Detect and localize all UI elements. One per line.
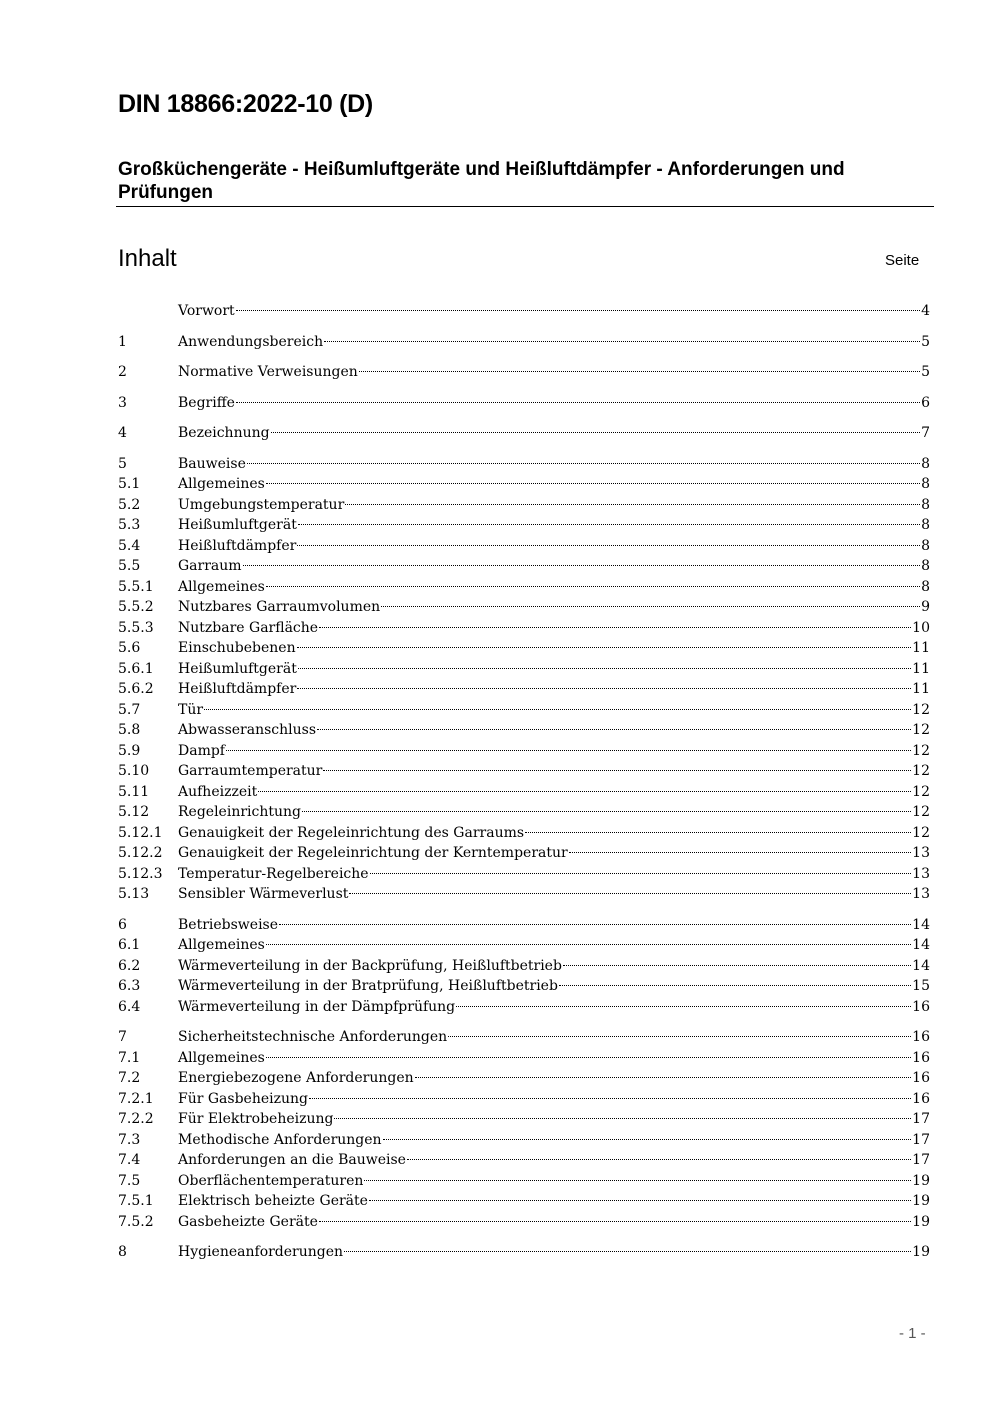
toc-entry-number: 5.3	[118, 517, 141, 533]
toc-entry[interactable]	[118, 1150, 930, 1171]
toc-entry[interactable]	[118, 1212, 930, 1233]
toc-dot-leader	[236, 402, 920, 403]
toc-entry-page: 19	[912, 1193, 930, 1209]
toc-entry-number: 6.4	[118, 998, 141, 1015]
toc-entry-page: 12	[912, 701, 930, 718]
toc-entry[interactable]	[118, 618, 930, 639]
toc-entry[interactable]	[118, 556, 930, 577]
toc-entry-title[interactable]: Elektrisch beheizte Geräte	[178, 1193, 368, 1209]
toc-entry-number: 5.7	[118, 701, 141, 718]
toc-entry-number: 7.5.1	[118, 1193, 154, 1209]
toc-entry-title[interactable]: Regeleinrichtung	[178, 804, 301, 820]
toc-entry-title[interactable]: Aufheizzeit	[178, 783, 258, 800]
toc-entry-number: 5.1	[118, 476, 141, 492]
toc-entry-page: 11	[912, 681, 930, 697]
toc-entry-title[interactable]: Heißumluftgerät	[178, 517, 297, 533]
toc-entry-number: 5.12	[118, 804, 150, 820]
toc-entry[interactable]	[118, 495, 930, 516]
toc-entry-page: 16	[912, 998, 930, 1015]
toc-entry-title[interactable]: Einschubebenen	[178, 640, 296, 656]
toc-entry[interactable]	[118, 843, 930, 864]
toc-entry-number: 5.9	[118, 742, 141, 759]
toc-dot-leader	[345, 504, 920, 505]
toc-entry-number: 5.5	[118, 558, 141, 574]
toc-dot-leader	[319, 1221, 911, 1222]
toc-entry-number: 5	[118, 455, 127, 472]
toc-dot-leader	[359, 371, 920, 372]
toc-entry-title[interactable]: Methodische Anforderungen	[178, 1131, 382, 1148]
toc-dot-leader	[266, 944, 911, 945]
toc-entry-page: 8	[921, 558, 930, 574]
toc-entry-page: 16	[912, 1090, 930, 1107]
toc-entry-number: 2	[118, 364, 127, 380]
toc-entry-page: 17	[912, 1111, 930, 1127]
toc-dot-leader	[364, 1180, 911, 1181]
toc-entry-title[interactable]: Gasbeheizte Geräte	[178, 1213, 318, 1230]
toc-entry-title[interactable]: Nutzbares Garraumvolumen	[178, 599, 381, 615]
toc-entry-page: 19	[912, 1244, 930, 1260]
toc-entry-title[interactable]: Heißluftdämpfer	[178, 537, 297, 554]
toc-entry-number: 7.3	[118, 1131, 141, 1148]
toc-entry-number: 7.5	[118, 1172, 141, 1189]
document-title: Großküchengeräte - Heißumluftgeräte und Heißluftdämpfer - Anforderungen und Prüfungen	[118, 159, 845, 203]
toc-entry-number: 6.1	[118, 937, 141, 953]
toc-entry[interactable]	[118, 393, 930, 414]
toc-entry-title[interactable]: Heißumluftgerät	[178, 660, 297, 677]
toc-entry-title[interactable]: Garraumtemperatur	[178, 763, 323, 779]
toc-entry-page: 7	[921, 425, 930, 441]
toc-entry-page: 12	[912, 783, 930, 800]
toc-entry[interactable]	[118, 301, 930, 322]
toc-entry-page: 15	[912, 978, 930, 994]
toc-dot-leader	[324, 341, 920, 342]
toc-entry-title[interactable]: Allgemeines	[178, 578, 265, 595]
toc-entry-page: 12	[912, 824, 930, 841]
toc-dot-leader	[258, 791, 911, 792]
toc-entry-page: 17	[912, 1131, 930, 1148]
toc-entry-number: 5.6.2	[118, 681, 154, 697]
toc-entry-page: 4	[921, 303, 930, 319]
toc-dot-leader	[297, 545, 920, 546]
toc-entry[interactable]	[118, 741, 930, 762]
toc-dot-leader	[298, 524, 920, 525]
toc-entry-page: 12	[912, 804, 930, 820]
toc-dot-leader	[323, 770, 911, 771]
toc-entry[interactable]	[118, 659, 930, 680]
toc-entry-title[interactable]: Wärmeverteilung in der Backprüfung, Heißluftbetrieb	[178, 957, 562, 974]
toc-entry-page: 8	[921, 496, 930, 513]
toc-entry-title[interactable]: Wärmeverteilung in der Dämpfprüfung	[178, 998, 456, 1015]
toc-dot-leader	[319, 627, 911, 628]
toc-entry-title[interactable]: Hygieneanforderungen	[178, 1244, 344, 1260]
toc-entry-page: 14	[912, 937, 930, 953]
toc-dot-leader	[381, 606, 920, 607]
toc-entry[interactable]	[118, 1068, 930, 1089]
toc-dot-leader	[563, 965, 911, 966]
toc-entry-page: 16	[912, 1049, 930, 1066]
toc-dot-leader	[266, 1057, 911, 1058]
toc-entry-title[interactable]: Oberflächentemperaturen	[178, 1172, 364, 1189]
toc-entry-title[interactable]: Begriffe	[178, 394, 235, 411]
toc-entry-title[interactable]: Anwendungsbereich	[178, 333, 324, 350]
toc-entry-page: 14	[912, 916, 930, 933]
toc-entry[interactable]	[118, 864, 930, 885]
toc-entry-title[interactable]: Allgemeines	[178, 1049, 265, 1066]
toc-dot-leader	[297, 688, 911, 689]
toc-entry-page: 5	[921, 333, 930, 350]
toc-dot-leader	[298, 668, 911, 669]
toc-entry-page: 8	[921, 476, 930, 492]
toc-entry-title[interactable]: Sensibler Wärmeverlust	[178, 886, 349, 902]
toc-dot-leader	[271, 432, 920, 433]
toc-entry-number: 7.5.2	[118, 1213, 154, 1230]
toc-dot-leader	[334, 1118, 911, 1119]
toc-entry[interactable]	[118, 597, 930, 618]
toc-entry-number: 5.2	[118, 496, 141, 513]
toc-entry-title[interactable]: Allgemeines	[178, 476, 265, 492]
toc-entry[interactable]	[118, 362, 930, 383]
toc-entry-number: 7.2.1	[118, 1090, 154, 1107]
toc-entry[interactable]	[118, 1109, 930, 1130]
toc-entry[interactable]	[118, 1171, 930, 1192]
toc-entry-title[interactable]: Bauweise	[178, 455, 246, 472]
toc-entry-title[interactable]: Bezeichnung	[178, 425, 270, 441]
toc-dot-leader	[415, 1077, 912, 1078]
toc-entry-number: 6.3	[118, 978, 141, 994]
toc-entry-page: 8	[921, 455, 930, 472]
toc-entry-title[interactable]: Normative Verweisungen	[178, 364, 358, 380]
document-id: DIN 18866:2022-10 (D)	[118, 90, 373, 118]
toc-dot-leader	[349, 893, 911, 894]
toc-entry[interactable]	[118, 802, 930, 823]
toc-dot-leader	[383, 1139, 912, 1140]
toc-entry-title[interactable]: Umgebungstemperatur	[178, 496, 345, 513]
toc-entry-page: 12	[912, 742, 930, 759]
toc-entry[interactable]	[118, 956, 930, 977]
toc-entry-number: 1	[118, 333, 127, 350]
toc-entry-page: 12	[912, 722, 930, 738]
toc-entry[interactable]	[118, 638, 930, 659]
toc-entry[interactable]	[118, 823, 930, 844]
toc-entry-number: 5.10	[118, 763, 150, 779]
toc-dot-leader	[279, 924, 911, 925]
toc-entry-number: 5.5.1	[118, 578, 154, 595]
toc-dot-leader	[243, 565, 921, 566]
toc-entry-number: 7.2	[118, 1070, 141, 1086]
toc-entry-number: 6.2	[118, 957, 141, 974]
toc-dot-leader	[456, 1006, 911, 1007]
toc-entry-page: 13	[912, 886, 930, 902]
toc-entry-number: 7.1	[118, 1049, 141, 1066]
toc-entry[interactable]	[118, 782, 930, 803]
toc-entry-title[interactable]: Allgemeines	[178, 937, 265, 953]
toc-dot-leader	[297, 647, 912, 648]
toc-entry-page: 19	[912, 1172, 930, 1189]
toc-dot-leader	[236, 310, 920, 311]
toc-dot-leader	[302, 811, 911, 812]
toc-entry-number: 5.13	[118, 886, 150, 902]
toc-entry-title[interactable]: Für Gasbeheizung	[178, 1090, 308, 1107]
toc-entry[interactable]	[118, 679, 930, 700]
toc-dot-leader	[370, 873, 912, 874]
toc-entry-number: 5.8	[118, 722, 141, 738]
toc-entry-number: 4	[118, 425, 127, 441]
toc-entry[interactable]	[118, 423, 930, 444]
toc-entry-number: 5.11	[118, 783, 150, 800]
toc-entry-page: 11	[912, 660, 930, 677]
toc-entry[interactable]	[118, 474, 930, 495]
toc-entry[interactable]	[118, 454, 930, 475]
toc-heading: Inhalt	[118, 245, 177, 272]
toc-entry-number: 5.12.2	[118, 845, 163, 861]
toc-entry-title[interactable]: Tür	[178, 701, 204, 718]
toc-dot-leader	[569, 852, 911, 853]
toc-entry[interactable]	[118, 976, 930, 997]
toc-entry-page: 8	[921, 578, 930, 595]
toc-entry[interactable]	[118, 1027, 930, 1048]
toc-entry-page: 16	[912, 1070, 930, 1086]
toc-dot-leader	[407, 1159, 911, 1160]
toc-entry[interactable]	[118, 1242, 930, 1263]
toc-entry-page: 11	[912, 640, 930, 656]
toc-entry-title[interactable]: Heißluftdämpfer	[178, 681, 297, 697]
title-divider	[116, 206, 934, 207]
toc-entry-page: 16	[912, 1029, 930, 1045]
toc-entry[interactable]	[118, 515, 930, 536]
page-number: - 1 -	[899, 1325, 926, 1342]
toc-entry[interactable]	[118, 884, 930, 905]
toc-entry-number: 7.4	[118, 1152, 141, 1168]
toc-entry-title[interactable]: Für Elektrobeheizung	[178, 1111, 334, 1127]
toc-page-column-label: Seite	[885, 252, 920, 269]
table-of-contents	[118, 301, 930, 1263]
toc-entry[interactable]	[118, 1089, 930, 1110]
toc-entry-page: 6	[921, 394, 930, 411]
toc-entry-number: 5.4	[118, 537, 141, 554]
toc-entry-number: 5.5.3	[118, 619, 154, 636]
toc-entry-title[interactable]: Dampf	[178, 742, 225, 759]
toc-dot-leader	[226, 750, 911, 751]
toc-entry-title[interactable]: Betriebsweise	[178, 916, 279, 933]
toc-entry-page: 12	[912, 763, 930, 779]
toc-dot-leader	[344, 1251, 911, 1252]
toc-entry[interactable]	[118, 1191, 930, 1212]
toc-entry[interactable]	[118, 915, 930, 936]
toc-entry[interactable]	[118, 720, 930, 741]
toc-dot-leader	[247, 463, 920, 464]
toc-dot-leader	[266, 483, 920, 484]
toc-entry-page: 17	[912, 1152, 930, 1168]
toc-entry-number: 7.2.2	[118, 1111, 154, 1127]
toc-entry-page: 13	[912, 865, 930, 882]
toc-entry-page: 5	[921, 364, 930, 380]
toc-entry-title[interactable]: Energiebezogene Anforderungen	[178, 1070, 414, 1086]
toc-entry[interactable]	[118, 700, 930, 721]
toc-entry-page: 10	[912, 619, 930, 636]
toc-entry-number: 5.12.1	[118, 824, 163, 841]
toc-dot-leader	[266, 586, 920, 587]
toc-entry-page: 13	[912, 845, 930, 861]
toc-entry[interactable]	[118, 935, 930, 956]
toc-entry[interactable]	[118, 997, 930, 1018]
toc-entry-title[interactable]: Nutzbare Garfläche	[178, 619, 319, 636]
toc-entry-number: 5.6	[118, 640, 141, 656]
toc-entry-number: 3	[118, 394, 127, 411]
toc-entry-number: 5.6.1	[118, 660, 154, 677]
toc-dot-leader	[204, 709, 911, 710]
toc-entry[interactable]	[118, 1048, 930, 1069]
toc-entry-title[interactable]: Wärmeverteilung in der Bratprüfung, Heißluftbetrieb	[178, 978, 558, 994]
toc-entry-title[interactable]: Genauigkeit der Regeleinrichtung des Garraums	[178, 824, 525, 841]
toc-entry-page: 19	[912, 1213, 930, 1230]
toc-entry[interactable]	[118, 1130, 930, 1151]
toc-entry-title[interactable]: Abwasseranschluss	[178, 722, 317, 738]
toc-dot-leader	[525, 832, 911, 833]
toc-entry-title[interactable]: Garraum	[178, 558, 242, 574]
toc-entry-title[interactable]: Sicherheitstechnische Anforderungen	[178, 1029, 448, 1045]
toc-dot-leader	[369, 1200, 911, 1201]
toc-entry-title[interactable]: Vorwort	[178, 303, 235, 319]
toc-entry-number: 8	[118, 1244, 127, 1260]
toc-entry-page: 14	[912, 957, 930, 974]
toc-entry-page: 9	[921, 599, 930, 615]
toc-entry-number: 6	[118, 916, 127, 933]
toc-entry[interactable]	[118, 332, 930, 353]
toc-entry-page: 8	[921, 517, 930, 533]
toc-entry[interactable]	[118, 761, 930, 782]
toc-dot-leader	[448, 1036, 911, 1037]
toc-dot-leader	[309, 1098, 911, 1099]
toc-dot-leader	[559, 985, 911, 986]
toc-entry-title[interactable]: Anforderungen an die Bauweise	[178, 1152, 406, 1168]
toc-entry-page: 8	[921, 537, 930, 554]
toc-dot-leader	[317, 729, 911, 730]
toc-entry[interactable]	[118, 577, 930, 598]
toc-entry[interactable]	[118, 536, 930, 557]
toc-entry-number: 5.5.2	[118, 599, 154, 615]
toc-entry-number: 5.12.3	[118, 865, 163, 882]
toc-entry-number: 7	[118, 1029, 127, 1045]
toc-entry-title[interactable]: Genauigkeit der Regeleinrichtung der Kerntemperatur	[178, 845, 568, 861]
toc-entry-title[interactable]: Temperatur-Regelbereiche	[178, 865, 369, 882]
